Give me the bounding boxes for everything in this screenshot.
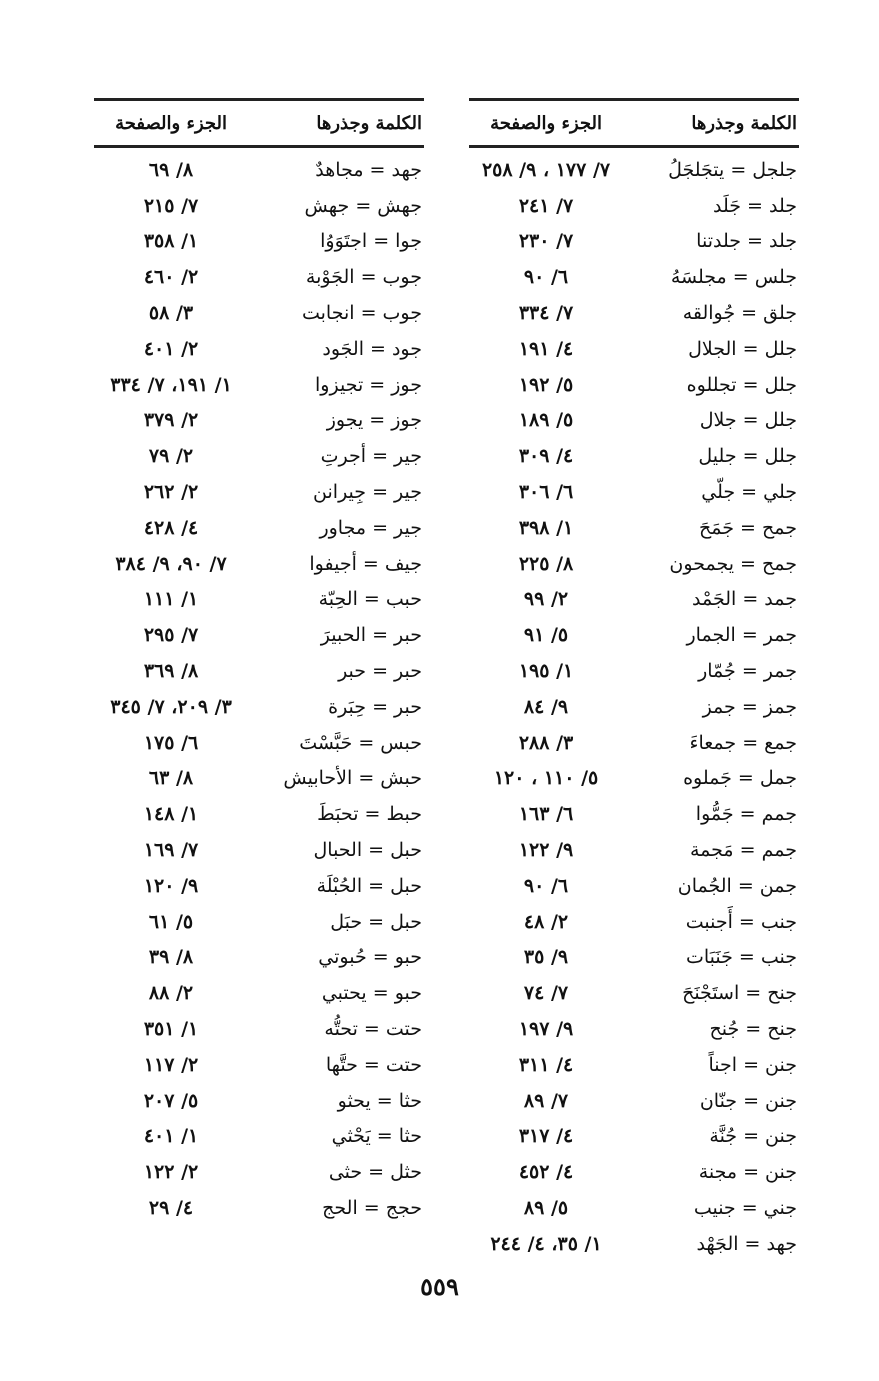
- entry-word: حبر = حِبَرة: [328, 695, 422, 718]
- table-row: [469, 224, 799, 260]
- entry-reference: ٤/ ٣١١: [518, 1053, 574, 1076]
- entry-reference: ١/ ٣٩٨: [518, 516, 574, 539]
- entry-word: جلل = جلال: [699, 409, 797, 432]
- table-row: [94, 617, 424, 653]
- table-row: [94, 940, 424, 976]
- entry-word: جمر = الجمار: [686, 624, 797, 647]
- table-row: [469, 975, 799, 1011]
- entry-reference: ٣/ ٥٨: [148, 302, 194, 325]
- table-row: [469, 295, 799, 331]
- entry-word: حبب = الحِبّة: [318, 588, 422, 611]
- entry-word: جمع = جمعاءَ: [689, 731, 797, 754]
- entry-word: جنن = جُنَّة: [709, 1125, 797, 1148]
- entry-word: جهش = جهش: [304, 194, 422, 217]
- entry-reference: ٧/ ١٧٧ ، ٩/ ٢٥٨: [481, 158, 611, 181]
- table-row: [469, 832, 799, 868]
- table-row: [469, 761, 799, 797]
- entry-word: حبل = حبَل: [330, 910, 422, 933]
- entry-reference: ٤/ ١٩١: [518, 337, 574, 360]
- entry-word: جمد = الجَمْد: [692, 588, 797, 611]
- entry-word: جني = جنيب: [693, 1197, 797, 1219]
- entry-reference: ١/ ١١١: [143, 588, 199, 611]
- entry-word: جلل = الجلال: [688, 337, 797, 360]
- table-row: [94, 224, 424, 260]
- entry-reference: ٨/ ٣٦٩: [143, 660, 199, 683]
- entry-word: جوب = الجَوْبة: [305, 266, 422, 289]
- table-row: [94, 295, 424, 331]
- entry-word: جمز = جمز: [702, 695, 797, 718]
- entry-reference: ٦/ ٣٠٦: [518, 481, 574, 504]
- entry-reference: ٨/ ٢٢٥: [518, 552, 574, 575]
- entry-reference: ٧/ ٢٣٠: [518, 230, 574, 253]
- entry-word: جلد = جلدتنا: [696, 230, 797, 253]
- table-row: [469, 1190, 799, 1226]
- table-header: [469, 98, 799, 148]
- table-row: [94, 904, 424, 940]
- table-row: [469, 653, 799, 689]
- entry-word: حبل = الحُبْلَة: [316, 874, 422, 897]
- entry-reference: ٤/ ٢٩: [148, 1197, 194, 1219]
- entry-reference: ٢/ ٢٦٢: [143, 481, 199, 504]
- entry-reference: ١/ ٣٥١: [143, 1018, 199, 1041]
- entry-reference: ٥/ ٢٠٧: [143, 1089, 199, 1112]
- table-row: [469, 582, 799, 618]
- entry-word: حبر = الحبيرَ: [320, 624, 422, 647]
- table-row: [469, 1119, 799, 1155]
- entry-word: جنح = جُنح: [709, 1018, 797, 1041]
- table-row: [94, 868, 424, 904]
- entry-word: حبط = تحبَطَ: [317, 803, 422, 826]
- entry-word: جود = الجَود: [322, 337, 422, 360]
- table-row: [94, 1011, 424, 1047]
- entry-word: جلد = جَلَد: [712, 194, 797, 217]
- entry-word: حبل = الحبال: [313, 839, 422, 862]
- header-volume-page: الجزء والصفحة: [115, 112, 227, 134]
- entry-reference: ٢/ ١٢٢: [143, 1161, 199, 1184]
- entry-word: جوا = اجتَوَوُا: [320, 230, 422, 253]
- table-header: [94, 98, 424, 148]
- table-row: [94, 367, 424, 403]
- entry-word: جمح = جَمَحَ: [699, 516, 797, 539]
- entry-word: جلجل = يتجَلجَلُ: [668, 158, 797, 181]
- table-row: [94, 689, 424, 725]
- entry-reference: ٥/ ١٩٢: [518, 373, 574, 396]
- entry-word: جمم = مَجمة: [690, 839, 797, 862]
- entry-reference: ٤/ ٤٥٢: [518, 1161, 574, 1184]
- entry-reference: ٨/ ٣٩: [148, 946, 194, 969]
- entry-reference: ٨/ ٦٣: [148, 767, 194, 790]
- entry-reference: ٢/ ٩٩: [523, 588, 569, 611]
- header-word-root: الكلمة وجذرها: [691, 112, 797, 134]
- table-row: [94, 331, 424, 367]
- entry-word: جير = أجرتِ: [320, 445, 422, 468]
- table-row: [94, 1119, 424, 1155]
- entry-reference: ٧/ ٢٩٥: [143, 624, 199, 647]
- entry-word: حتت = تحتُّه: [324, 1018, 422, 1041]
- entry-word: جمل = جَملوه: [683, 767, 797, 790]
- entry-reference: ١/ ٣٥٨: [143, 230, 199, 253]
- entry-word: جير = مجاور: [319, 516, 422, 539]
- entry-word: جنن = جنّان: [699, 1089, 797, 1112]
- table-row: [469, 904, 799, 940]
- entry-word: جمم = جَمُّوا: [695, 803, 797, 826]
- entry-reference: ٦/ ١٧٥: [143, 731, 199, 754]
- table-row: [469, 510, 799, 546]
- entry-reference: ٤/ ٣١٧: [518, 1125, 574, 1148]
- entry-word: حتت = حتَّها: [325, 1053, 422, 1076]
- entry-reference: ٤/ ٣٠٩: [518, 445, 574, 468]
- entry-word: جنح = استَجْنَحَ: [682, 982, 797, 1005]
- table-row: [94, 975, 424, 1011]
- entry-reference: ٦/ ١٦٣: [518, 803, 574, 826]
- table-row: [469, 796, 799, 832]
- entry-word: حثل = حثى: [328, 1161, 422, 1184]
- entry-word: حبر = حبر: [338, 660, 422, 683]
- table-row: [94, 582, 424, 618]
- entry-reference: ١/ ٣٥، ٤/ ٢٤٤: [490, 1232, 602, 1255]
- table-row: [469, 367, 799, 403]
- entry-word: جنب = أَجنبت: [685, 910, 797, 933]
- entry-word: جوز = تجيزوا: [315, 373, 422, 396]
- table-row: [94, 546, 424, 582]
- table-row: [94, 1047, 424, 1083]
- table-row: [469, 546, 799, 582]
- table-row: [94, 1083, 424, 1119]
- entry-word: حجج = الحج: [322, 1197, 422, 1219]
- header-word-root: الكلمة وجذرها: [316, 112, 422, 134]
- entry-word: جنب = جَنَبَات: [685, 946, 797, 969]
- entry-word: جهد = الجَهْد: [696, 1232, 797, 1255]
- entry-reference: ٧/ ٢١٥: [143, 194, 199, 217]
- entry-reference: ٩/ ٣٥: [523, 946, 569, 969]
- entry-reference: ٦/ ٩٠: [523, 266, 569, 289]
- entry-reference: ٢/ ٤٦٠: [143, 266, 199, 289]
- entry-reference: ٩/ ١٢٢: [518, 839, 574, 862]
- entry-reference: ٢/ ١١٧: [143, 1053, 199, 1076]
- table-row: [94, 403, 424, 439]
- entry-reference: ١/ ١٩١، ٧/ ٣٣٤: [110, 373, 232, 396]
- entry-reference: ٧/ ٢٤١: [518, 194, 574, 217]
- entry-reference: ٧/ ٨٩: [523, 1089, 569, 1112]
- left-index-table: [94, 98, 424, 1226]
- entry-reference: ٢/ ٨٨: [148, 982, 194, 1005]
- table-row: [94, 725, 424, 761]
- entry-reference: ٢/ ٤٠١: [143, 337, 199, 360]
- entry-reference: ٧/ ١٦٩: [143, 839, 199, 862]
- table-body: [94, 148, 424, 1226]
- entry-reference: ٢/ ٣٧٩: [143, 409, 199, 432]
- table-row: [469, 868, 799, 904]
- table-row: [94, 188, 424, 224]
- entry-reference: ٢/ ٧٩: [148, 445, 194, 468]
- entry-word: جلس = مجلسَهُ: [670, 266, 797, 289]
- table-row: [94, 796, 424, 832]
- table-row: [469, 617, 799, 653]
- entry-word: جنن = مجنة: [698, 1161, 797, 1184]
- entry-reference: ٥/ ٦١: [148, 910, 194, 933]
- entry-word: جلق = جُوالقه: [682, 302, 797, 325]
- entry-reference: ١/ ١٤٨: [143, 803, 199, 826]
- table-row: [469, 331, 799, 367]
- table-row: [94, 1190, 424, 1226]
- entry-reference: ٥/ ٩١: [523, 624, 569, 647]
- header-volume-page: الجزء والصفحة: [490, 112, 602, 134]
- entry-reference: ٥/ ١٨٩: [518, 409, 574, 432]
- entry-word: جير = جِيرانن: [313, 481, 422, 504]
- entry-reference: ٥/ ٨٩: [523, 1197, 569, 1219]
- table-row: [469, 474, 799, 510]
- entry-word: جوب = انجابت: [301, 302, 422, 325]
- entry-word: جمح = يجمحون: [669, 552, 797, 575]
- table-row: [469, 152, 799, 188]
- entry-word: جيف = أجيفوا: [309, 552, 422, 575]
- entry-word: حبو = يحتبي: [321, 982, 422, 1005]
- table-row: [469, 725, 799, 761]
- entry-reference: ١/ ١٩٥: [518, 660, 574, 683]
- table-row: [94, 761, 424, 797]
- entry-word: جوز = يجوز: [326, 409, 422, 432]
- table-row: [94, 510, 424, 546]
- entry-reference: ٥/ ١١٠ ، ١٢٠: [493, 767, 599, 790]
- table-row: [469, 438, 799, 474]
- entry-word: حبو = حُبوتي: [318, 946, 422, 969]
- entry-word: جهد = مجاهدٌ: [315, 158, 422, 181]
- entry-reference: ١/ ٤٠١: [143, 1125, 199, 1148]
- table-row: [469, 1047, 799, 1083]
- entry-word: حثا = يَحْثي: [331, 1125, 422, 1148]
- table-row: [469, 259, 799, 295]
- page-number: ٥٥٩: [420, 1272, 459, 1301]
- entry-reference: ٣/ ٢٠٩، ٧/ ٣٤٥: [110, 695, 232, 718]
- entry-reference: ٢/ ٤٨: [523, 910, 569, 933]
- table-row: [469, 1154, 799, 1190]
- table-row: [469, 188, 799, 224]
- right-index-table: [469, 98, 799, 1262]
- table-row: [94, 438, 424, 474]
- table-row: [469, 1011, 799, 1047]
- entry-word: جلل = جليل: [698, 445, 797, 468]
- entry-word: حبش = الأحابيش: [283, 767, 422, 790]
- entry-word: جنن = اجناً: [708, 1053, 797, 1076]
- entry-reference: ٣/ ٢٨٨: [518, 731, 574, 754]
- entry-word: جمن = الجُمان: [677, 874, 797, 897]
- entry-reference: ٧/ ٣٣٤: [518, 302, 574, 325]
- entry-reference: ٧/ ٧٤: [523, 982, 569, 1005]
- table-row: [469, 1226, 799, 1262]
- table-row: [469, 403, 799, 439]
- table-row: [469, 689, 799, 725]
- entry-word: جمر = جُمّار: [698, 660, 797, 683]
- table-body: [469, 148, 799, 1262]
- entry-word: جلي = جلّي: [701, 481, 797, 504]
- table-row: [469, 940, 799, 976]
- entry-reference: ٧/ ٩٠، ٩/ ٣٨٤: [115, 552, 227, 575]
- entry-word: جلل = تجللوه: [686, 373, 797, 396]
- table-row: [94, 1154, 424, 1190]
- entry-reference: ٩/ ١٢٠: [143, 874, 199, 897]
- table-row: [94, 474, 424, 510]
- entry-word: حثا = يحثو: [337, 1089, 422, 1112]
- entry-reference: ٩/ ١٩٧: [518, 1018, 574, 1041]
- entry-reference: ٦/ ٩٠: [523, 874, 569, 897]
- table-row: [469, 1083, 799, 1119]
- table-row: [94, 152, 424, 188]
- entry-reference: ٨/ ٦٩: [148, 158, 194, 181]
- entry-reference: ٩/ ٨٤: [523, 695, 569, 718]
- table-row: [94, 653, 424, 689]
- entry-word: حبس = حَبَّسْتَ: [299, 731, 422, 754]
- table-row: [94, 259, 424, 295]
- entry-reference: ٤/ ٤٢٨: [143, 516, 199, 539]
- table-row: [94, 832, 424, 868]
